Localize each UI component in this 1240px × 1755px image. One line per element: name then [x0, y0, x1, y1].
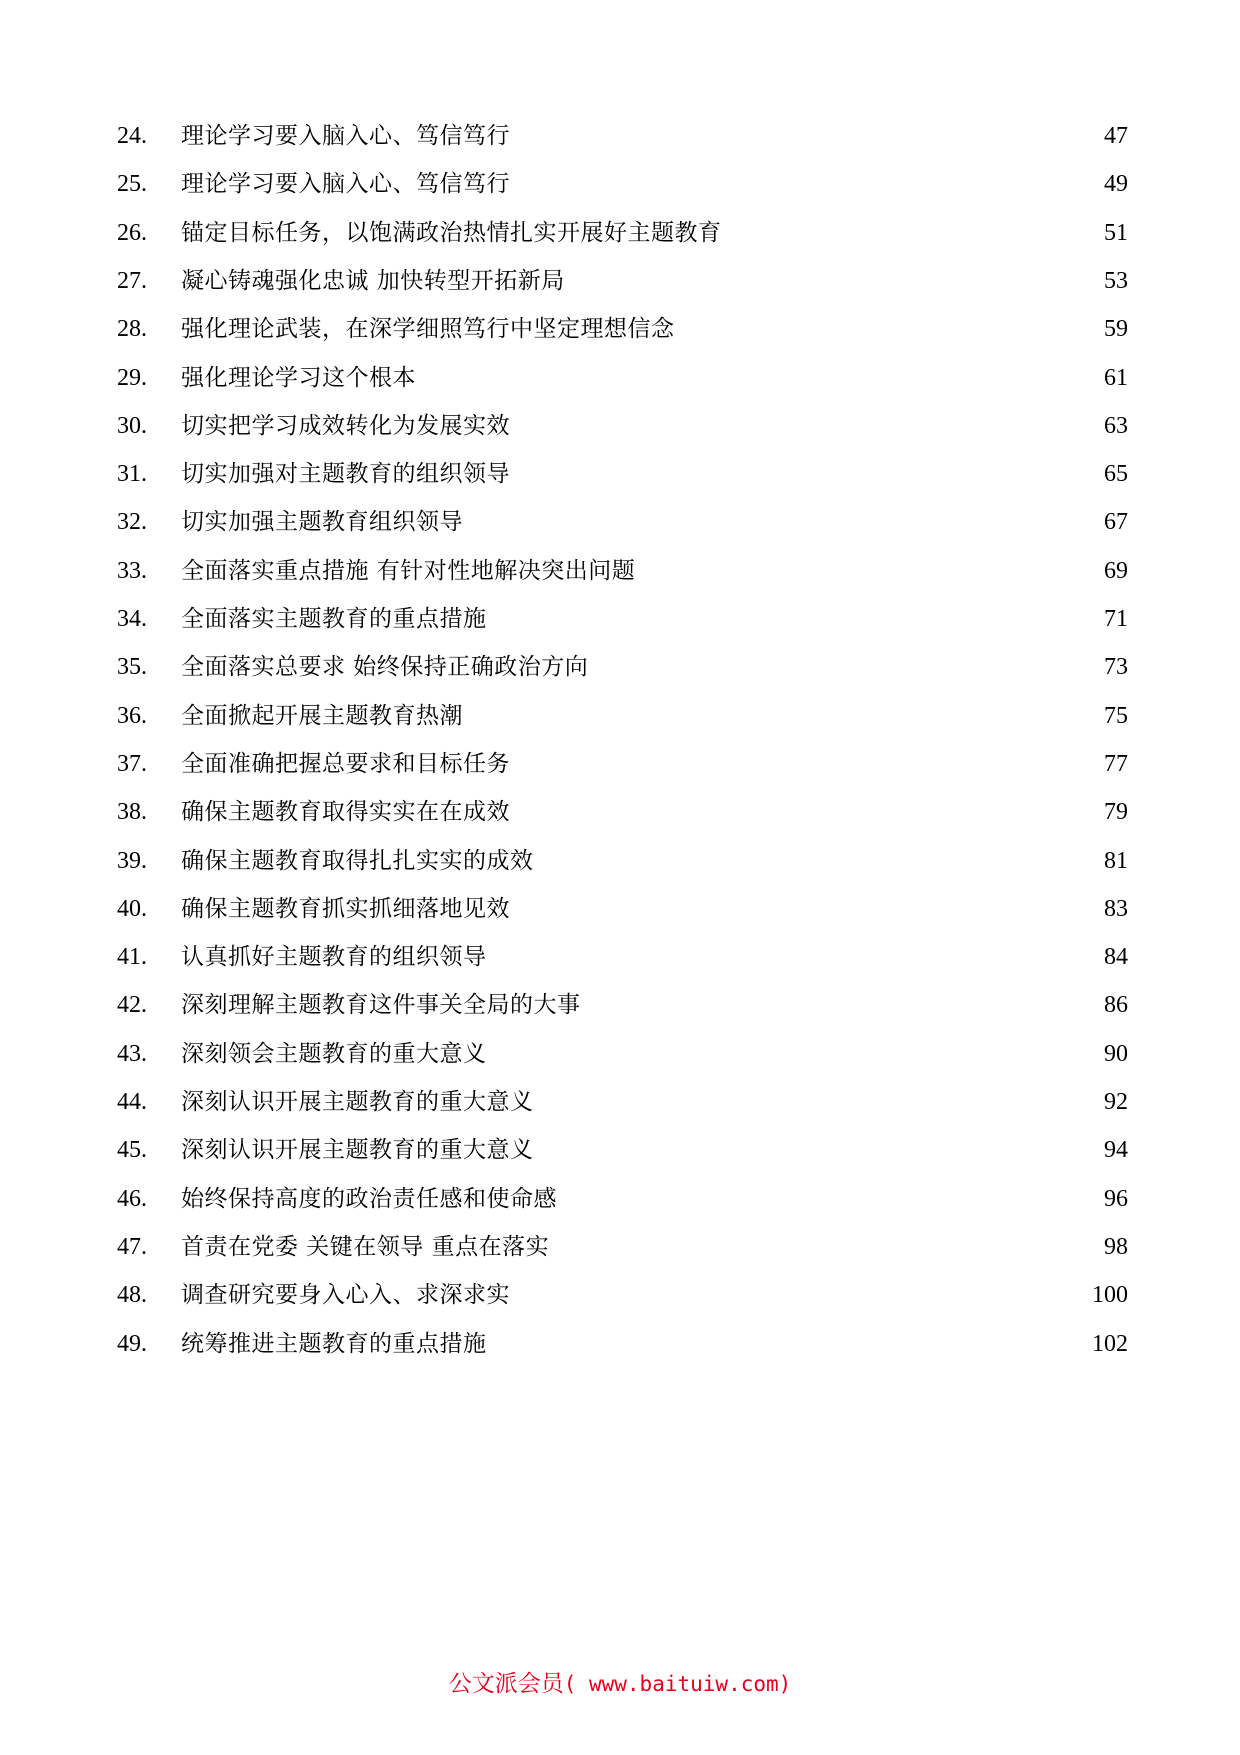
toc-entry-page: 100	[1092, 1282, 1128, 1308]
toc-entry-number: 30.	[117, 413, 147, 439]
toc-entry-title: 全面掀起开展主题教育热潮	[181, 703, 463, 729]
toc-entry-title: 全面落实主题教育的重点措施	[181, 606, 487, 632]
toc-entry-page: 73	[1104, 654, 1128, 680]
toc-entry-number: 39.	[117, 848, 147, 874]
toc-entry-title: 深刻领会主题教育的重大意义	[181, 1041, 487, 1067]
toc-entry-page: 81	[1104, 848, 1128, 874]
toc-entry-title: 锚定目标任务，以饱满政治热情扎实开展好主题教育	[181, 220, 722, 246]
toc-entry	[0, 406, 1240, 446]
toc-entry-title: 确保主题教育取得扎扎实实的成效	[181, 848, 534, 874]
toc-entry-page: 92	[1104, 1089, 1128, 1115]
toc-entry-page: 90	[1104, 1041, 1128, 1067]
toc-entry-page: 96	[1104, 1186, 1128, 1212]
toc-entry-number: 32.	[117, 509, 147, 535]
toc-entry-title: 强化理论学习这个根本	[181, 365, 416, 391]
toc-entry-page: 83	[1104, 896, 1128, 922]
toc-entry-title: 全面落实重点措施 有针对性地解决突出问题	[181, 558, 636, 584]
toc-entry	[0, 1130, 1240, 1170]
toc-entry	[0, 502, 1240, 542]
toc-entry	[0, 744, 1240, 784]
toc-entry-number: 46.	[117, 1186, 147, 1212]
toc-entry	[0, 213, 1240, 253]
toc-entry-page: 94	[1104, 1137, 1128, 1163]
toc-entry-page: 51	[1104, 220, 1128, 246]
toc-entry-number: 26.	[117, 220, 147, 246]
toc-entry	[0, 841, 1240, 881]
toc-entry-page: 84	[1104, 944, 1128, 970]
toc-entry-title: 始终保持高度的政治责任感和使命感	[181, 1186, 557, 1212]
toc-entry-number: 35.	[117, 654, 147, 680]
toc-entry-page: 53	[1104, 268, 1128, 294]
toc-entry-title: 确保主题教育抓实抓细落地见效	[181, 896, 510, 922]
toc-entry-page: 86	[1104, 992, 1128, 1018]
toc-entry	[0, 1227, 1240, 1267]
toc-entry-page: 71	[1104, 606, 1128, 632]
toc-entry-number: 38.	[117, 799, 147, 825]
toc-entry-number: 25.	[117, 171, 147, 197]
toc-entry-title: 确保主题教育取得实实在在成效	[181, 799, 510, 825]
toc-entry	[0, 261, 1240, 301]
toc-entry-title: 切实加强主题教育组织领导	[181, 509, 463, 535]
toc-entry-number: 44.	[117, 1089, 147, 1115]
toc-entry-page: 47	[1104, 123, 1128, 149]
toc-entry-title: 统筹推进主题教育的重点措施	[181, 1331, 487, 1357]
toc-entry-page: 69	[1104, 558, 1128, 584]
toc-entry-number: 47.	[117, 1234, 147, 1260]
toc-entry-title: 强化理论武装，在深学细照笃行中坚定理想信念	[181, 316, 675, 342]
toc-entry-page: 98	[1104, 1234, 1128, 1260]
toc-entry-page: 67	[1104, 509, 1128, 535]
toc-entry	[0, 1275, 1240, 1315]
toc-entry-number: 49.	[117, 1331, 147, 1357]
toc-entry-number: 36.	[117, 703, 147, 729]
toc-entry-number: 24.	[117, 123, 147, 149]
toc-entry	[0, 937, 1240, 977]
toc-entry-title: 深刻认识开展主题教育的重大意义	[181, 1137, 534, 1163]
footer-brand: 公文派会员	[448, 1671, 564, 1697]
toc-entry-page: 63	[1104, 413, 1128, 439]
toc-entry-number: 33.	[117, 558, 147, 584]
toc-entry-title: 理论学习要入脑入心、笃信笃行	[181, 123, 510, 149]
toc-entry-title: 凝心铸魂强化忠诚 加快转型开拓新局	[181, 268, 565, 294]
toc-entry-page: 61	[1104, 365, 1128, 391]
toc-entry-number: 42.	[117, 992, 147, 1018]
toc-entry-title: 全面落实总要求 始终保持正确政治方向	[181, 654, 589, 680]
footer-url: ( www.baituiw.com)	[563, 1672, 792, 1696]
toc-entry-number: 43.	[117, 1041, 147, 1067]
toc-entry	[0, 454, 1240, 494]
toc-entry-page: 102	[1092, 1331, 1128, 1357]
toc-entry-page: 79	[1104, 799, 1128, 825]
toc-entry-title: 首责在党委 关键在领导 重点在落实	[181, 1234, 550, 1260]
toc-entry-page: 65	[1104, 461, 1128, 487]
toc-entry	[0, 792, 1240, 832]
toc-entry-title: 认真抓好主题教育的组织领导	[181, 944, 487, 970]
toc-entry-title: 全面准确把握总要求和目标任务	[181, 751, 510, 777]
toc-entry	[0, 985, 1240, 1025]
footer-watermark	[0, 1668, 1240, 1700]
toc-entry-number: 45.	[117, 1137, 147, 1163]
toc-entry-number: 27.	[117, 268, 147, 294]
toc-entry	[0, 309, 1240, 349]
toc-entry-title: 深刻认识开展主题教育的重大意义	[181, 1089, 534, 1115]
toc-entry	[0, 696, 1240, 736]
toc-entry-number: 41.	[117, 944, 147, 970]
toc-entry	[0, 599, 1240, 639]
toc-entry-number: 40.	[117, 896, 147, 922]
toc-entry	[0, 1179, 1240, 1219]
toc-entry-page: 59	[1104, 316, 1128, 342]
toc-entry	[0, 1082, 1240, 1122]
toc-entry	[0, 647, 1240, 687]
toc-entry	[0, 164, 1240, 204]
toc-entry-title: 理论学习要入脑入心、笃信笃行	[181, 171, 510, 197]
toc-entry	[0, 889, 1240, 929]
toc-entry-title: 调查研究要身入心入、求深求实	[181, 1282, 510, 1308]
toc-entry-number: 29.	[117, 365, 147, 391]
toc-entry-number: 37.	[117, 751, 147, 777]
toc-entry-number: 28.	[117, 316, 147, 342]
toc-entry-page: 77	[1104, 751, 1128, 777]
toc-entry	[0, 358, 1240, 398]
toc-entry	[0, 551, 1240, 591]
toc-entry-page: 49	[1104, 171, 1128, 197]
toc-entry-title: 切实加强对主题教育的组织领导	[181, 461, 510, 487]
toc-entry-number: 34.	[117, 606, 147, 632]
toc-entry	[0, 1034, 1240, 1074]
toc-entry-number: 31.	[117, 461, 147, 487]
toc-entry-title: 切实把学习成效转化为发展实效	[181, 413, 510, 439]
toc-entry	[0, 116, 1240, 156]
toc-entry	[0, 1324, 1240, 1364]
toc-entry-title: 深刻理解主题教育这件事关全局的大事	[181, 992, 581, 1018]
toc-entry-page: 75	[1104, 703, 1128, 729]
toc-entry-number: 48.	[117, 1282, 147, 1308]
